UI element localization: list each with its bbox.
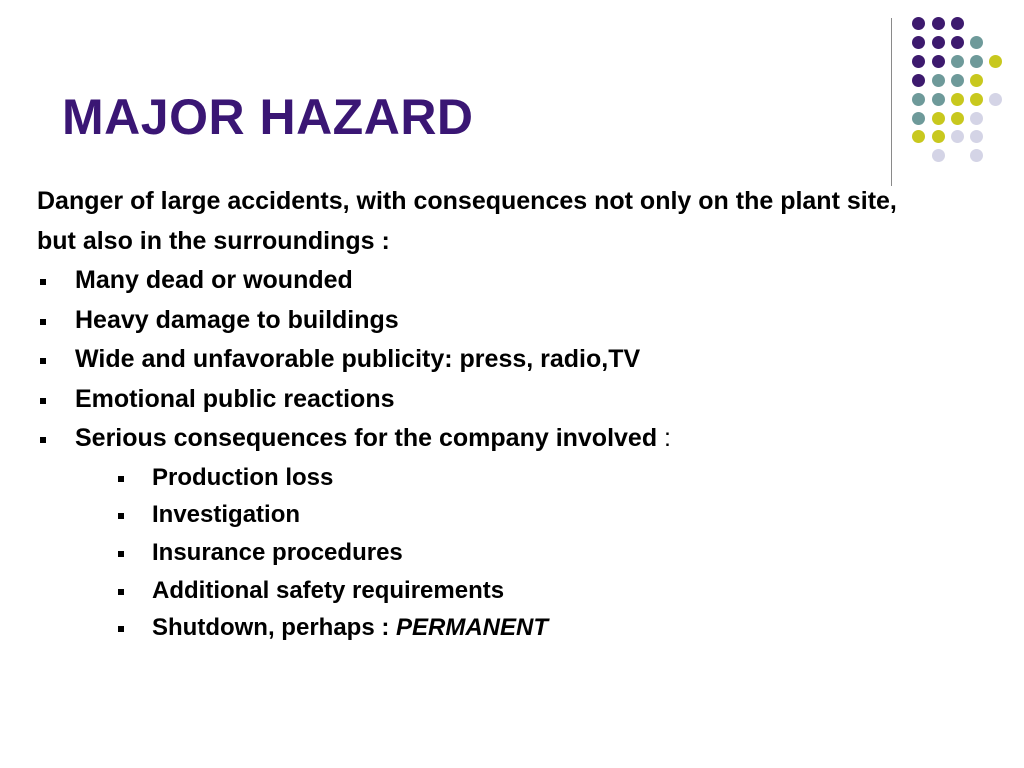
sub-bullet-item — [75, 496, 937, 534]
decorative-dot — [970, 74, 983, 87]
bullet-item-company — [37, 419, 937, 647]
bullet-marker-icon — [40, 279, 46, 285]
decorative-dot — [951, 93, 964, 106]
decorative-dot — [932, 112, 945, 125]
bullet-marker-icon — [40, 437, 46, 443]
slide-body — [37, 181, 937, 647]
decorative-dot — [912, 17, 925, 30]
decorative-dot — [989, 93, 1002, 106]
bullet-marker-icon — [118, 513, 124, 519]
bullet-item — [37, 340, 937, 380]
decorative-dot — [951, 55, 964, 68]
decorative-dot — [912, 93, 925, 106]
decorative-dot — [932, 149, 945, 162]
decorative-dot — [970, 112, 983, 125]
sub-bullet-text: Production loss — [152, 463, 334, 491]
bullet-item — [37, 380, 937, 420]
sub-bullet-text: Additional safety requirements — [152, 576, 505, 604]
bullet-marker-icon — [118, 589, 124, 595]
decorative-dot — [932, 17, 945, 30]
decorative-dot — [912, 112, 925, 125]
sub-bullet-text: Investigation — [152, 501, 301, 529]
decorative-dot — [912, 130, 925, 143]
decorative-dot — [970, 36, 983, 49]
decorative-dot — [951, 130, 964, 143]
bullet-marker-icon — [118, 626, 124, 632]
bullet-marker-icon — [118, 551, 124, 557]
bullet-text: Emotional public reactions — [75, 384, 395, 413]
bullet-text: Wide and unfavorable publicity: press, radio,TV — [75, 345, 641, 373]
intro-text: Danger of large accidents, with consequences not only on the plant site, but also in the surroundings : — [37, 187, 897, 255]
decorative-dot — [970, 93, 983, 106]
sub-bullet-item-shutdown — [75, 609, 937, 647]
bullet-text: Serious consequences for the company involved — [75, 424, 658, 452]
decorative-dot — [932, 36, 945, 49]
bullet-marker-icon — [40, 319, 46, 325]
sub-bullet-item — [75, 459, 937, 497]
bullet-marker-icon — [40, 398, 46, 404]
emphasis-text: PERMANENT — [396, 614, 549, 642]
decorative-dot — [912, 74, 925, 87]
bullet-suffix: : — [657, 424, 672, 452]
decorative-dot — [989, 55, 1002, 68]
slide-title: MAJOR HAZARD — [62, 89, 474, 145]
sub-bullet-item — [75, 572, 937, 610]
decorative-dot — [932, 74, 945, 87]
sub-bullet-list — [75, 459, 937, 648]
decorative-dot — [970, 55, 983, 68]
decorative-dot — [912, 55, 925, 68]
sub-bullet-text: Shutdown, perhaps : — [152, 614, 396, 642]
decorative-dot — [951, 17, 964, 30]
decorative-dot — [932, 130, 945, 143]
bullet-text: Heavy damage to buildings — [75, 305, 399, 334]
decorative-dot — [912, 36, 925, 49]
bullet-text: Many dead or wounded — [75, 266, 353, 294]
bullet-item — [37, 261, 937, 301]
bullet-marker-icon — [118, 476, 124, 482]
sub-bullet-item — [75, 534, 937, 572]
sub-bullet-text: Insurance procedures — [152, 538, 403, 566]
decorative-dot — [970, 130, 983, 143]
decorative-dot — [951, 36, 964, 49]
decorative-dot — [932, 93, 945, 106]
decorative-dot — [951, 74, 964, 87]
decorative-dot — [970, 149, 983, 162]
decorative-dot — [932, 55, 945, 68]
bullet-item — [37, 301, 937, 341]
title-divider-line — [891, 18, 892, 186]
main-bullet-list — [37, 261, 937, 647]
decorative-dot — [951, 112, 964, 125]
bullet-marker-icon — [40, 358, 46, 364]
